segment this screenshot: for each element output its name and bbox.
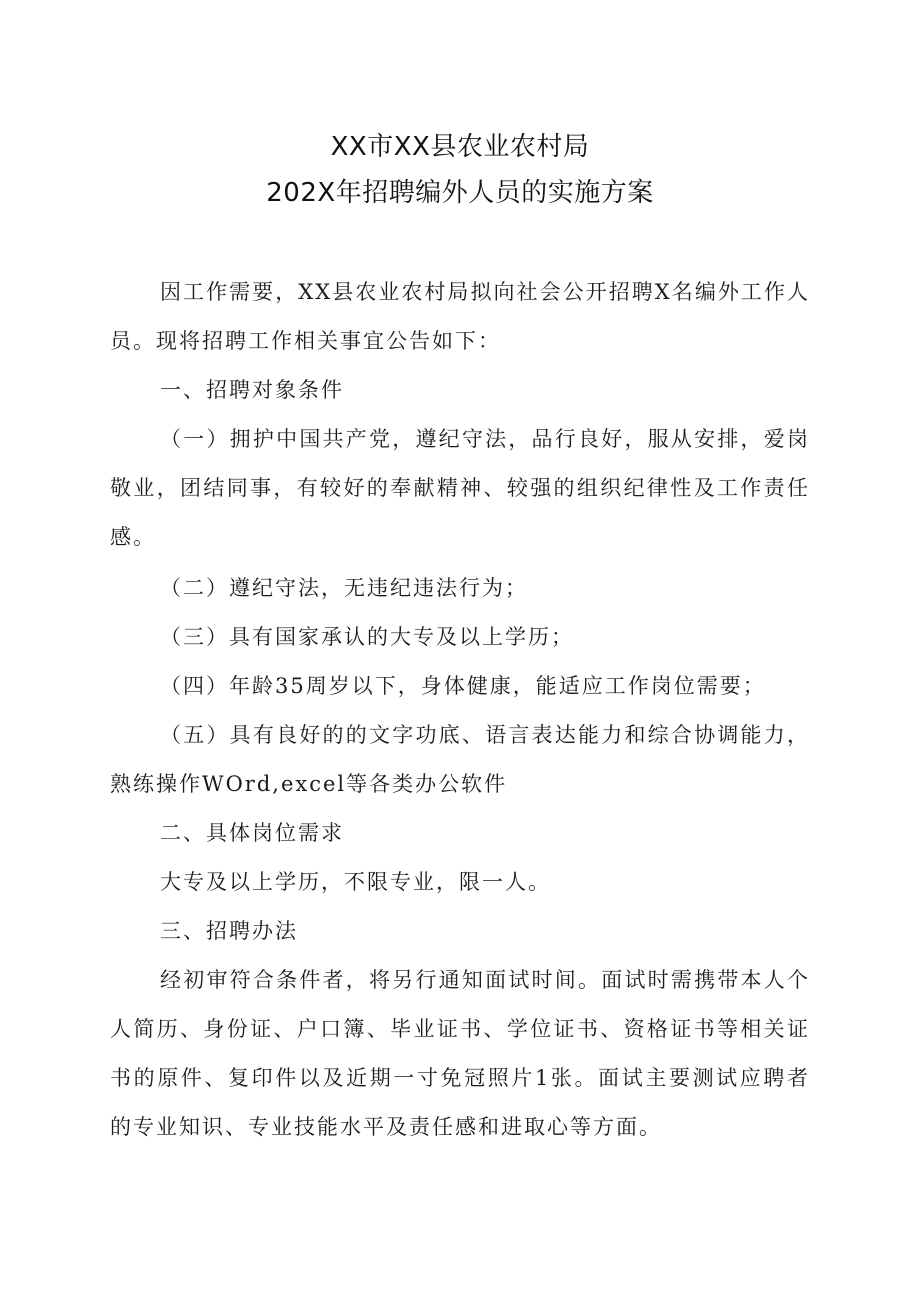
section-heading-1: 一、招聘对象条件 <box>160 378 344 402</box>
condition-item-2: （二）遵纪守法，无违纪违法行为； <box>160 576 528 600</box>
condition-item-4: （四）年龄35周岁以下，身体健康，能适应工作岗位需要； <box>160 674 766 698</box>
document-title-line-2: 202X年招聘编外人员的实施方案 <box>266 178 654 208</box>
intro-paragraph: 因工作需要，XX县农业农村局拟向社会公开招聘X名编外工作人员。现将招聘工作相关事宜公告如下： <box>110 280 810 353</box>
document-body <box>110 268 810 1152</box>
section-heading-2: 二、具体岗位需求 <box>160 821 344 845</box>
recruitment-method-paragraph: 经初审符合条件者，将另行通知面试时间。面试时需携带本人个人简历、身份证、户口簿、毕业证书、学位证书、资格证书等相关证书的原件、复印件以及近期一寸免冠照片1张。面试主要测试应聘者的专业知识、专业技能水平及责任感和进取心等方面。 <box>110 968 810 1139</box>
section-heading-3: 三、招聘办法 <box>160 919 298 943</box>
condition-item-5: （五）具有良好的的文字功底、语言表达能力和综合协调能力，熟练操作WOrd,excel等各类办公软件 <box>110 723 810 796</box>
condition-item-1: （一）拥护中国共产党，遵纪守法，品行良好，服从安排，爱岗敬业，团结同事，有较好的奉献精神、较强的组织纪律性及工作责任感。 <box>110 427 810 549</box>
position-requirement: 大专及以上学历，不限专业，限一人。 <box>160 870 551 894</box>
document-title-line-1: XX市XX县农业农村局 <box>330 132 590 162</box>
condition-item-3: （三）具有国家承认的大专及以上学历； <box>160 625 574 649</box>
